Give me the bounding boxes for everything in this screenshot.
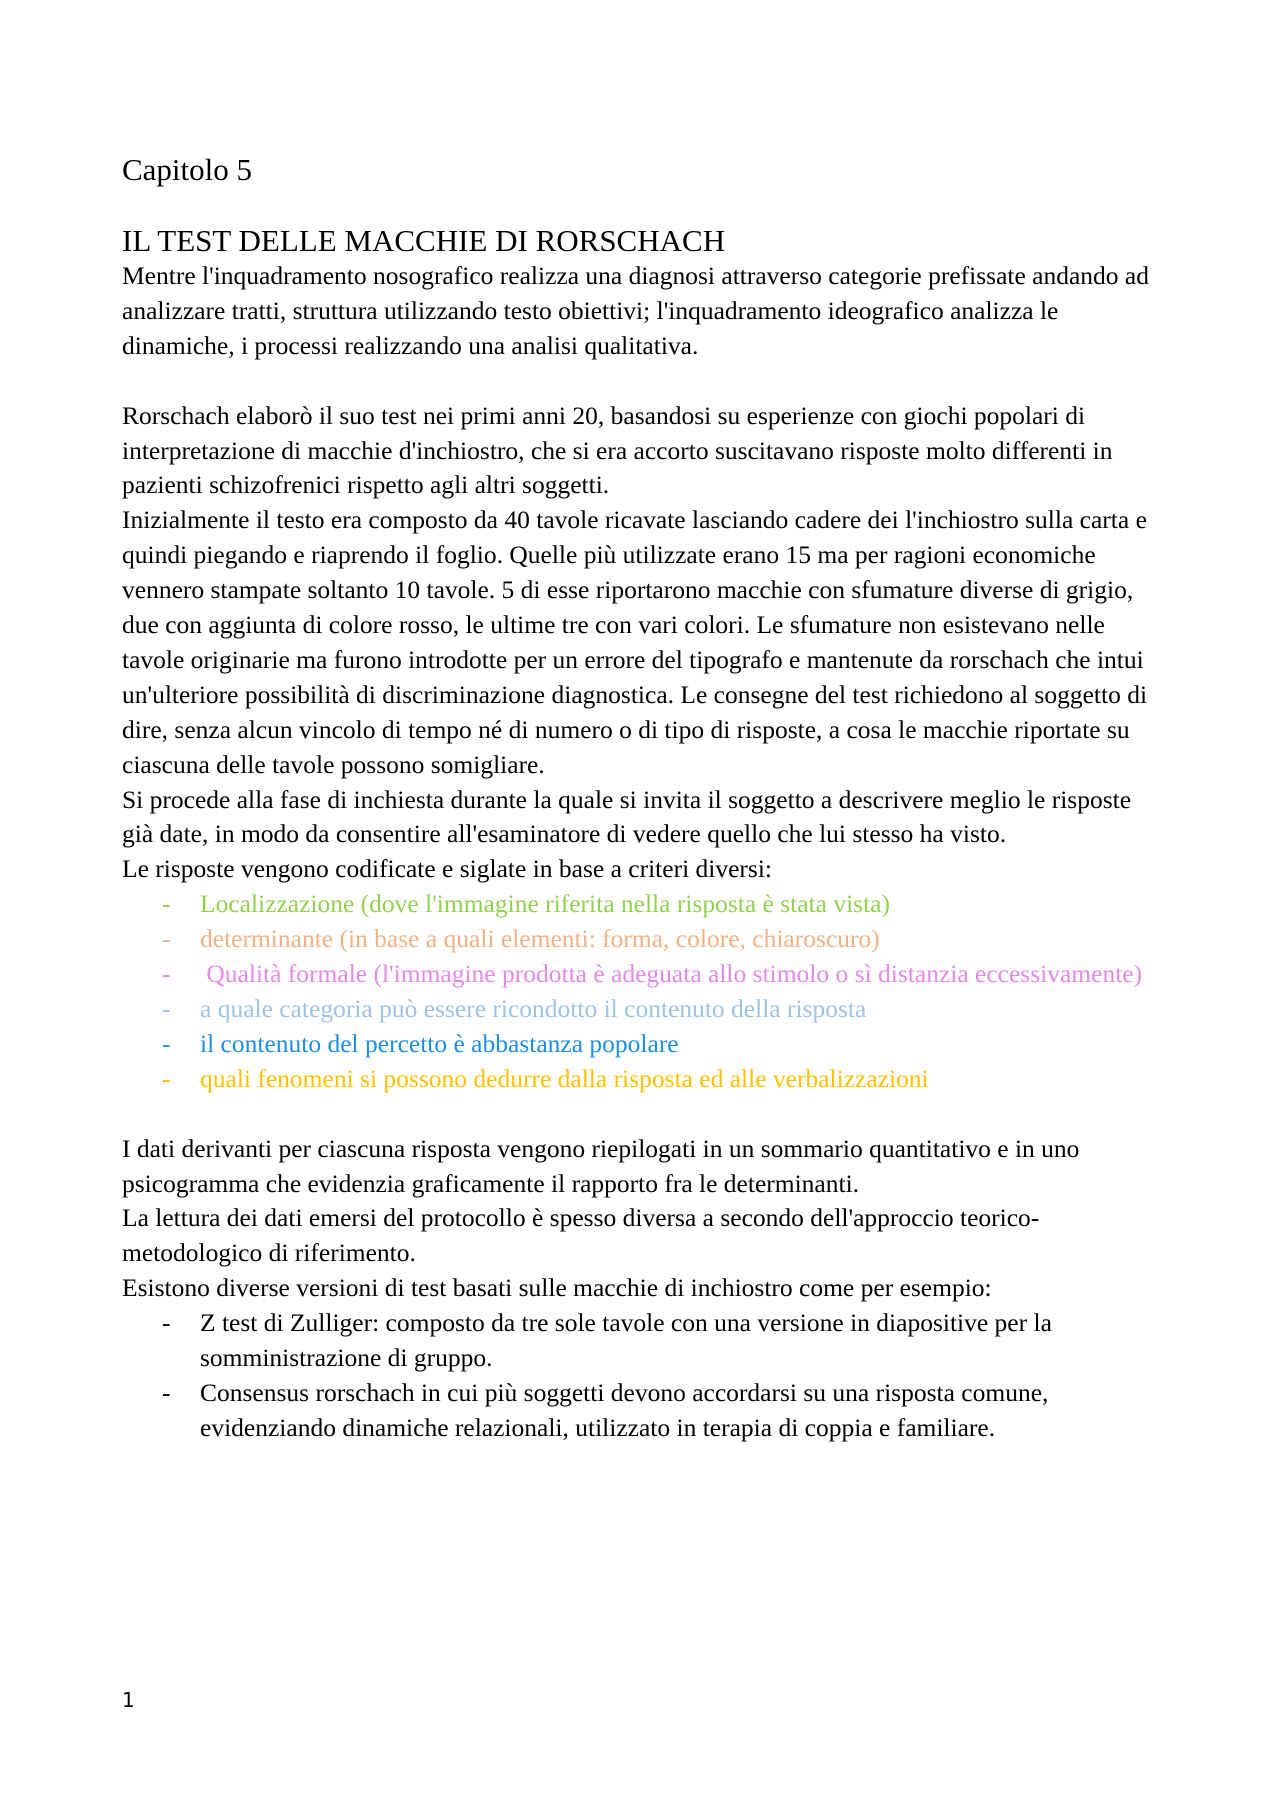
list-dash: - [162, 924, 171, 954]
list-item-text: il contenuto del percetto è abbastanza popolare [200, 1028, 679, 1058]
criteria-list [122, 887, 1162, 1096]
list-item-text: Consensus rorschach in cui più soggetti devono accordarsi su una risposta comune, evidenziando dinamiche relazionali, utilizzato in terapia di coppia e familiare. [200, 1377, 1049, 1442]
list-item-text: Z test di Zulliger: composto da tre sole tavole con una versione in diapositive per la somministrazione di gruppo. [200, 1308, 1052, 1373]
list-item-text: Qualità formale (l'immagine prodotta è adeguata allo stimolo o sì distanzia eccessivamente) [200, 959, 1143, 989]
paragraph-spacer [122, 364, 1162, 399]
paragraph-history: Rorschach elaborò il suo test nei primi anni 20, basandosi su esperienze con giochi popolari di interpretazione di macchie d'inchiostro, che si era accorto suscitavano risposte molto differenti in pazienti schizofrenici rispetto agli altri soggetti. [122, 400, 1113, 500]
list-item-text: Localizzazione (dove l'immagine riferita nella risposta è stata vista) [200, 889, 890, 919]
list-item [122, 992, 1162, 1027]
list-item-text: quali fenomeni si possono dedurre dalla risposta ed alle verbalizzazioni [200, 1063, 929, 1093]
page-number: 1 [122, 1688, 135, 1712]
document-title: IL TEST DELLE MACCHIE DI RORSCHACH [122, 223, 726, 258]
list-item [122, 957, 1162, 992]
list-dash: - [162, 994, 171, 1024]
list-dash: - [162, 1377, 171, 1407]
list-item [122, 887, 1162, 922]
paragraph-versions-intro: Esistono diverse versioni di test basati sulle macchie di inchiostro come per esempio: [122, 1273, 992, 1303]
document-page [122, 152, 1162, 1446]
list-item-text: a quale categoria può essere ricondotto il contenuto della risposta [200, 994, 867, 1024]
list-item [122, 1062, 1162, 1097]
list-item [122, 1027, 1162, 1062]
list-item [122, 922, 1162, 957]
paragraph-inquiry: Si procede alla fase di inchiesta durante la quale si invita il soggetto a descrivere meglio le risposte già date, in modo da consentire all'esaminatore di vedere quello che lui stesso ha visto. [122, 784, 1132, 849]
paragraph-criteria-intro: Le risposte vengono codificate e siglate in base a criteri diversi: [122, 854, 773, 884]
versions-list [122, 1306, 1162, 1446]
paragraph-reading: La lettura dei dati emersi del protocollo è spesso diversa a secondo dell'approccio teorico-metodologico di riferimento. [122, 1203, 1040, 1268]
paragraph-tables: Inizialmente il testo era composto da 40 tavole ricavate lasciando cadere dei l'inchiostro sulla carta e quindi piegando e riaprendo il foglio. Quelle più utilizzate erano 15 ma per ragioni economiche vennero stampate soltanto 10 tavole. 5 di esse riportarono macchie con sfumature diverse di grigio, due con aggiunta di colore rosso, le ultime tre con vari colori. Le sfumature non esistevano nelle tavole originarie ma furono introdotte per un errore del tipografo e mantenute da rorschach che intui un'ulteriore possibilità di discriminazione diagnostica. Le consegne del test richiedono al soggetto di dire, senza alcun vincolo di tempo né di numero o di tipo di risposte, a cosa le macchie riportate su ciascuna delle tavole possono somigliare. [122, 505, 1148, 779]
list-item-text: determinante (in base a quali elementi: forma, colore, chiaroscuro) [200, 924, 880, 954]
chapter-heading: Capitolo 5 [122, 152, 253, 187]
list-item [122, 1376, 1162, 1446]
list-dash: - [162, 889, 171, 919]
list-dash: - [162, 959, 171, 989]
list-dash: - [162, 1028, 171, 1058]
list-dash: - [162, 1308, 171, 1338]
paragraph-spacer [122, 1097, 1162, 1132]
paragraph-intro: Mentre l'inquadramento nosografico realizza una diagnosi attraverso categorie prefissate andando ad analizzare tratti, struttura utilizzando testo obiettivi; l'inquadramento ideografico analizza le dinamiche, i processi realizzando una analisi qualitativa. [122, 261, 1149, 360]
list-dash: - [162, 1063, 171, 1093]
paragraph-summary: I dati derivanti per ciascuna risposta vengono riepilogati in un sommario quantitativo e in uno psicogramma che evidenzia graficamente il rapporto fra le determinanti. [122, 1133, 1080, 1198]
list-item [122, 1306, 1162, 1376]
